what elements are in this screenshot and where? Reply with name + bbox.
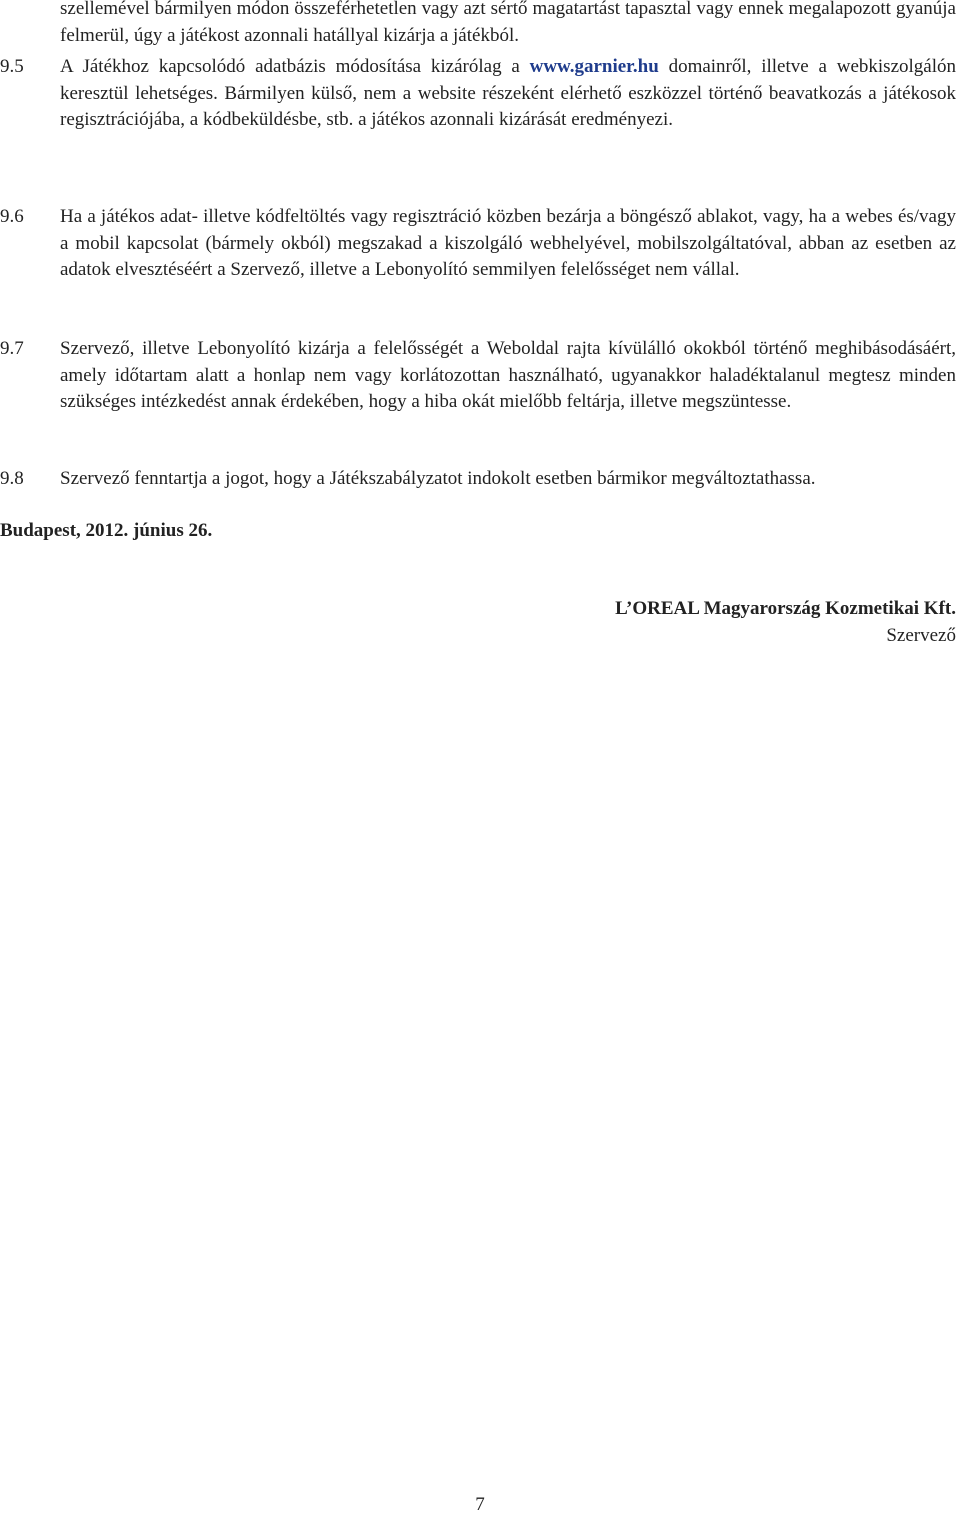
clause-text: Szervező, illetve Lebonyolító kizárja a felelősségét a Weboldal rajta kívülálló okokból történő meghibásodásáért, amely időtartam alatt a honlap nem vagy korlátozottan használható, ugyanakkor haladéktalanul megtesz minden szükséges intézkedést annak érdekében, hogy a hiba okát mielőbb feltárja, illetve megszüntesse. bbox=[60, 338, 956, 412]
clause-9-8 bbox=[0, 466, 956, 493]
clause-text-part: domainről, illetve a webkiszolgálón keresztül lehetséges. Bármilyen külső, nem a website részeként elérhető eszközzel történő beavatkozás a játékosok regisztrációjába, a kódbeküldésbe, stb. a játékos azonnali kizárását eredményezi. bbox=[60, 56, 956, 130]
clause-text-part: A Játékhoz kapcsolódó adatbázis módosítása kizárólag a bbox=[60, 56, 530, 77]
clause-9-7 bbox=[0, 336, 956, 416]
garnier-link[interactable]: www.garnier.hu bbox=[529, 56, 659, 77]
clause-9-6 bbox=[0, 204, 956, 284]
clause-text: Ha a játékos adat- illetve kódfeltöltés vagy regisztráció közben bezárja a böngésző ablakot, vagy, ha a webes és/vagy a mobil kapcsolat (bármely okból) megszakad a kiszolgáló webhelyével, mobilszolgáltatóval, abban az esetben az adatok elvesztéséért a Szervező, illetve a Lebonyolító semmilyen felelősséget nem vállal. bbox=[60, 206, 956, 280]
page-number: 7 bbox=[475, 1494, 485, 1515]
clause-number: 9.8 bbox=[0, 468, 24, 489]
clause-number: 9.6 bbox=[0, 206, 24, 227]
signature-role: Szervező bbox=[886, 624, 956, 646]
clause-text: Szervező fenntartja a jogot, hogy a Játékszabályzatot indokolt esetben bármikor megváltoztathassa. bbox=[60, 468, 816, 489]
place-and-date: Budapest, 2012. június 26. bbox=[0, 520, 213, 541]
company-name: L’OREAL Magyarország Kozmetikai Kft. bbox=[615, 598, 956, 619]
intro-paragraph: szellemével bármilyen módon összeférhetetlen vagy azt sértő magatartást tapasztal vagy ennek megalapozott gyanúja felmerül, úgy a játékost azonnali hatállyal kizárja a játékból. bbox=[60, 0, 956, 46]
clause-number: 9.7 bbox=[0, 338, 24, 359]
clause-text bbox=[60, 54, 956, 134]
clause-9-5 bbox=[0, 54, 956, 134]
clause-number: 9.5 bbox=[0, 56, 24, 77]
signature-block bbox=[615, 596, 956, 649]
